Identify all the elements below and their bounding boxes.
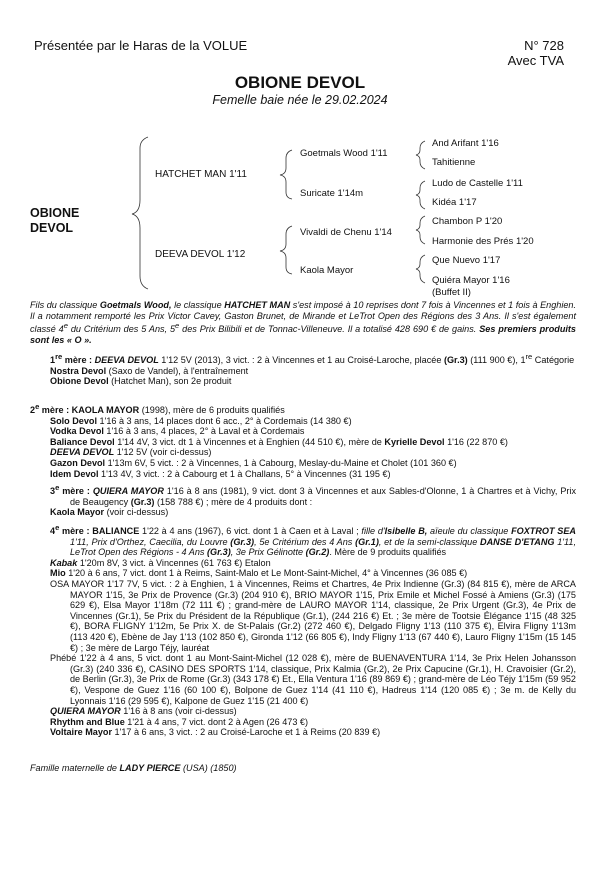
bracket-g3-1 xyxy=(416,141,425,169)
pedigree-sire-sire: Goetmals Wood 1'11 xyxy=(300,148,388,159)
lot-number: N° 728 xyxy=(524,38,564,53)
pedigree-sire-dam: Suricate 1'14m xyxy=(300,188,364,199)
bracket-sire-dam xyxy=(132,137,148,289)
pedigree-dam-dam: Kaola Mayor xyxy=(300,265,354,276)
produce-item: Kaola Mayor (voir ci-dessus) xyxy=(50,507,169,518)
pedigree-g3-4: Kidéa 1'17 xyxy=(432,197,477,208)
fourth-dam-section: 4e mère : BALIANCE 1'22 à 4 ans (1967), 6 vict. dont 1 à Caen et à Laval ; fille d'Isibelle B, aïeule du classique FOXTROT SEA 1'11, Prix d'Orthez, Caecilia, du Louvre (Gr.3), 5e Critérium des 4 Ans (Gr.1), et de la semi-classique DANSE D'ETANG 1'11, LeTrot Open des Régions - 4 Ans (Gr.3), 3e Prix Gélinotte (Gr.2). Mère de 9 produits qualifiés Kabak 1'20m 8V, 3 vict. à Vincennes (61 763 €) Etalon Mio 1'20 à 6 ans, 7 vict. dont 1 à Reims, Saint-Malo et Le Mont-Saint-Michel, 4° à Vincennes (36 085 €) OSA MAYOR 1'17 7V, 5 vict. : 2 à Enghien, 1 à Vincennes, Reims et Chartres, 4e Prix Indienne (Gr.3) (84 815 €), mère de ARCA MAYOR 1'15, 3e Prix de Provence (Gr.3) (204 910 €), BRIO MAYOR 1'15, Prix Emile et Michel Fossé à Amiens (Gr.3) (175 629 €), Elsa Mayor 1'18m (72 111 €) ; grand-mère de LAURO MAYOR 1'14, classique, 2e Prix Urgent (Gr.3), 4e Prix de Vincennes (Gr.1), 5e Prix du Président de la République (Gr.1), (244 216 €) Et. ; 3e mère de Tootsie Élégance 1'15 (48 325 €), BORA FLIGNY 1'12m, 5e Prix X. de St-Palais (Gr.2) (272 460 €), Delgado Fligny 1'13 (110 375 €), Elvira Fligny 1'13m (113 420 €), Ebène de Jay 1'13 (102 850 €), Gironda 1'12 (66 805 €), Indy Fligny 1'13 (67 440 €), Lauro Fligny 1'15m (15 145 €) ; 3e mère de Largo Téjy, lauréat Phébé 1'22 à 4 ans, 5 vict. dont 1 au Mont-Saint-Michel (12 028 €), mère de BUENAVENTURA 1'14, 3e Prix Helen Johansson (Gr.3) (240 336 €), CASINO DES SPORTS 1'14, classique, Prix Kalmia (Gr.2), 2e Prix Capucine (Gr.1), H. Cravoisier (Gr.2), de Berlin (Gr.3), 3e Prix de Rome (Gr.3) (343 178 €) Et., Ella Ventura 1'16 (89 869 €) ; grand-mère de Léo Téjy 1'15m (59 952 €), Vespone de Guez 1'16 (60 100 €), Bolpone de Guez 1'14 (41 110 €), Hadreus 1'14 (120 085 €) ; 3e m. de Kelly du Lyonnais 1'16 (29 595 €), Kalpone de Guez 1'15 (21 400 €) QUIERA MAYOR 1'16 à 8 ans (voir ci-dessus) Rhythm and Blue 1'21 à 4 ans, 7 vict. dont 2 à Agen (26 473 €) Voltaire Mayor 1'17 à 6 ans, 3 vict. : 2 au Croisé-Laroche et 1 à Reims (20 839 €) xyxy=(30,523,576,738)
produce-item: Kabak 1'20m 8V, 3 vict. à Vincennes (61 763 €) Etalon xyxy=(50,557,271,568)
pedigree-dam: DEEVA DEVOL 1'12 xyxy=(155,249,246,260)
produce-item-osa: OSA MAYOR 1'17 7V, 5 vict. : 2 à Enghien, 1 à Vincennes, Reims et Chartres, 4e Prix Indienne (Gr.3) (84 815 €), mère de ARCA MAYOR 1'15, 3e Prix de Provence (Gr.3) (204 910 €), BRIO MAYOR 1'15, Prix Emile et Michel Fossé à Amiens (Gr.3) (175 629 €), Elsa Mayor 1'18m (72 111 €) ; grand-mère de LAURO MAYOR 1'14, classique, 2e Prix Urgent (Gr.3), 4e Prix de Vincennes (Gr.1), 5e Prix du Président de la République (Gr.1), (244 216 €) Et. ; 3e mère de Tootsie Élégance 1'15 (48 325 €), BORA FLIGNY 1'12m, 5e Prix X. de St-Palais (Gr.2) (272 460 €), Delgado Fligny 1'13 (110 375 €), Elvira Fligny 1'13m (113 420 €), Ebène de Jay 1'13 (102 850 €), Gironda 1'12 (66 805 €), Indy Fligny 1'13 (67 440 €), Lauro Fligny 1'15m (15 145 €) ; 3e mère de Largo Téjy, lauréat xyxy=(50,579,576,653)
produce-item: Rhythm and Blue 1'21 à 4 ans, 7 vict. dont 2 à Agen (26 473 €) xyxy=(50,716,309,727)
produce-item: Obione Devol (Hatchet Man), son 2e produit xyxy=(50,376,232,387)
produce-item-phebe: Phébé 1'22 à 4 ans, 5 vict. dont 1 au Mont-Saint-Michel (12 028 €), mère de BUENAVENTURA 1'14, 3e Prix Helen Johansson (Gr.3) (240 336 €), CASINO DES SPORTS 1'14, classique, Prix Kalmia (Gr.2), 2e Prix Capucine (Gr.1), H. Cravoisier (Gr.2), de Berlin (Gr.3), 3e Prix de Rome (Gr.3) (343 178 €) Et., Ella Ventura 1'16 (89 869 €) ; grand-mère de Léo Téjy 1'15m (59 952 €), Vespone de Guez 1'16 (60 100 €), Bolpone de Guez 1'14 (41 110 €), Hadreus 1'14 (120 085 €) ; 3e m. de Kelly du Lyonnais 1'16 (29 595 €), Kalpone de Guez 1'15 (21 400 €) xyxy=(50,653,576,706)
bracket-g3-2 xyxy=(416,181,425,209)
pedigree-g3-6: Harmonie des Prés 1'20 xyxy=(432,236,534,247)
bracket-dam xyxy=(280,226,292,274)
pedigree-g3-3: Ludo de Castelle 1'11 xyxy=(432,178,523,189)
produce-item: Mio 1'20 à 6 ans, 7 vict. dont 1 à Reims, Saint-Malo et Le Mont-Saint-Michel, 4° à Vincennes (36 085 €) xyxy=(50,568,468,579)
pedigree-subject-line2: DEVOL xyxy=(30,221,74,235)
pedigree-g3-8: Quiéra Mayor 1'16 xyxy=(432,275,510,286)
pedigree-subject-line1: OBIONE xyxy=(30,206,80,220)
produce-item: QUIERA MAYOR 1'16 à 8 ans (voir ci-dessus) xyxy=(50,706,237,717)
produce-item: Idem Devol 1'13 4V, 3 vict. : 2 à Cabourg et 1 à Challans, 5° à Vincennes (31 195 €) xyxy=(50,468,391,479)
first-dam-section: 1re mère : DEEVA DEVOL 1'12 5V (2013), 3 vict. : 2 à Vincennes et 1 au Croisé-Laroche, placée (Gr.3) (111 900 €), 1re Catégorie Nostra Devol (Saxo de Vandel), à l'entraînement Obione Devol (Hatchet Man), son 2e produit xyxy=(30,352,576,387)
produce-item: Baliance Devol 1'14 4V, 3 vict. dt 1 à Vincennes et à Enghien (44 510 €), mère de Kyrielle Devol 1'16 (22 870 €) xyxy=(50,436,508,447)
presenter-line: Présentée par le Haras de la VOLUE xyxy=(34,38,248,53)
pedigree-g3-8-note: (Buffet II) xyxy=(432,287,471,298)
sire-intro-paragraph: Fils du classique Goetmals Wood, le classique HATCHET MAN s'est imposé à 10 reprises dont 7 fois à Vincennes et 1 fois à Enghien. Il a notamment remporté les Prix Victor Cavey, Gaston Brunet, de Mirande et LeTrot Open des Régions des 3 Ans. Il s'est également classé 4e du Critérium des 5 Ans, 5e des Prix Bilibili et de Tonnac-Villeneuve. Il a totalisé 428 690 € de gains. Ses premiers produits sont les « O ». xyxy=(30,300,576,345)
bracket-sire xyxy=(280,150,292,199)
produce-item: Vodka Devol 1'16 à 3 ans, 4 places, 2° à Laval et à Cordemais xyxy=(50,426,305,437)
horse-description: Femelle baie née le 29.02.2024 xyxy=(212,93,388,107)
pedigree-g3-5: Chambon P 1'20 xyxy=(432,216,503,227)
page-title: OBIONE DEVOL xyxy=(234,73,366,92)
bracket-g3-3 xyxy=(416,216,425,244)
second-dam-section: 2e mère : KAOLA MAYOR (1998), mère de 6 produits qualifiés Solo Devol 1'16 à 3 ans, 14 places dont 6 acc., 2° à Cordemais (14 380 €) Vodka Devol 1'16 à 3 ans, 4 places, 2° à Laval et à Cordemais Baliance Devol 1'14 4V, 3 vict. dt 1 à Vincennes et à Enghien (44 510 €), mère de Kyrielle Devol 1'16 (22 870 €) DEEVA DEVOL 1'12 5V (voir ci-dessus) Gazon Devol 1'13m 6V, 5 vict. : 2 à Vincennes, 1 à Cabourg, Meslay-du-Maine et Cholet (101 360 €) Idem Devol 1'13 4V, 3 vict. : 2 à Cabourg et 1 à Challans, 5° à Vincennes (31 195 €) xyxy=(30,402,576,479)
produce-item: DEEVA DEVOL 1'12 5V (voir ci-dessus) xyxy=(50,447,212,458)
produce-item: Solo Devol 1'16 à 3 ans, 14 places dont 6 acc., 2° à Cordemais (14 380 €) xyxy=(50,415,352,426)
pedigree-g3-7: Que Nuevo 1'17 xyxy=(432,255,501,266)
produce-item: Gazon Devol 1'13m 6V, 5 vict. : 2 à Vincennes, 1 à Cabourg, Meslay-du-Maine et Cholet (101 360 €) xyxy=(50,458,457,468)
pedigree-subject xyxy=(30,206,79,236)
pedigree-g3-2: Tahitienne xyxy=(432,157,476,168)
pedigree-sire: HATCHET MAN 1'11 xyxy=(155,169,247,180)
pedigree-dam-sire: Vivaldi de Chenu 1'14 xyxy=(300,227,392,238)
produce-item: Voltaire Mayor 1'17 à 6 ans, 3 vict. : 2 au Croisé-Laroche et 1 à Reims (20 839 €) xyxy=(50,727,381,738)
vat-label: Avec TVA xyxy=(507,53,564,68)
bracket-g3-4 xyxy=(416,255,425,283)
maternal-family: Famille maternelle de LADY PIERCE (USA) (1850) xyxy=(30,763,237,773)
produce-item: Nostra Devol (Saxo de Vandel), à l'entraînement xyxy=(50,365,249,376)
third-dam-section: 3e mère : QUIERA MAYOR 1'16 à 8 ans (1981), 9 vict. dont 3 à Vincennes et aux Sables-d'Olonne, 1 à Chartres et à Vichy, Prix de Beaugency (Gr.3) (158 788 €) ; mère de 4 produits dont : Kaola Mayor (voir ci-dessus) xyxy=(30,483,576,518)
pedigree-g3-1: And Arifant 1'16 xyxy=(432,138,499,149)
